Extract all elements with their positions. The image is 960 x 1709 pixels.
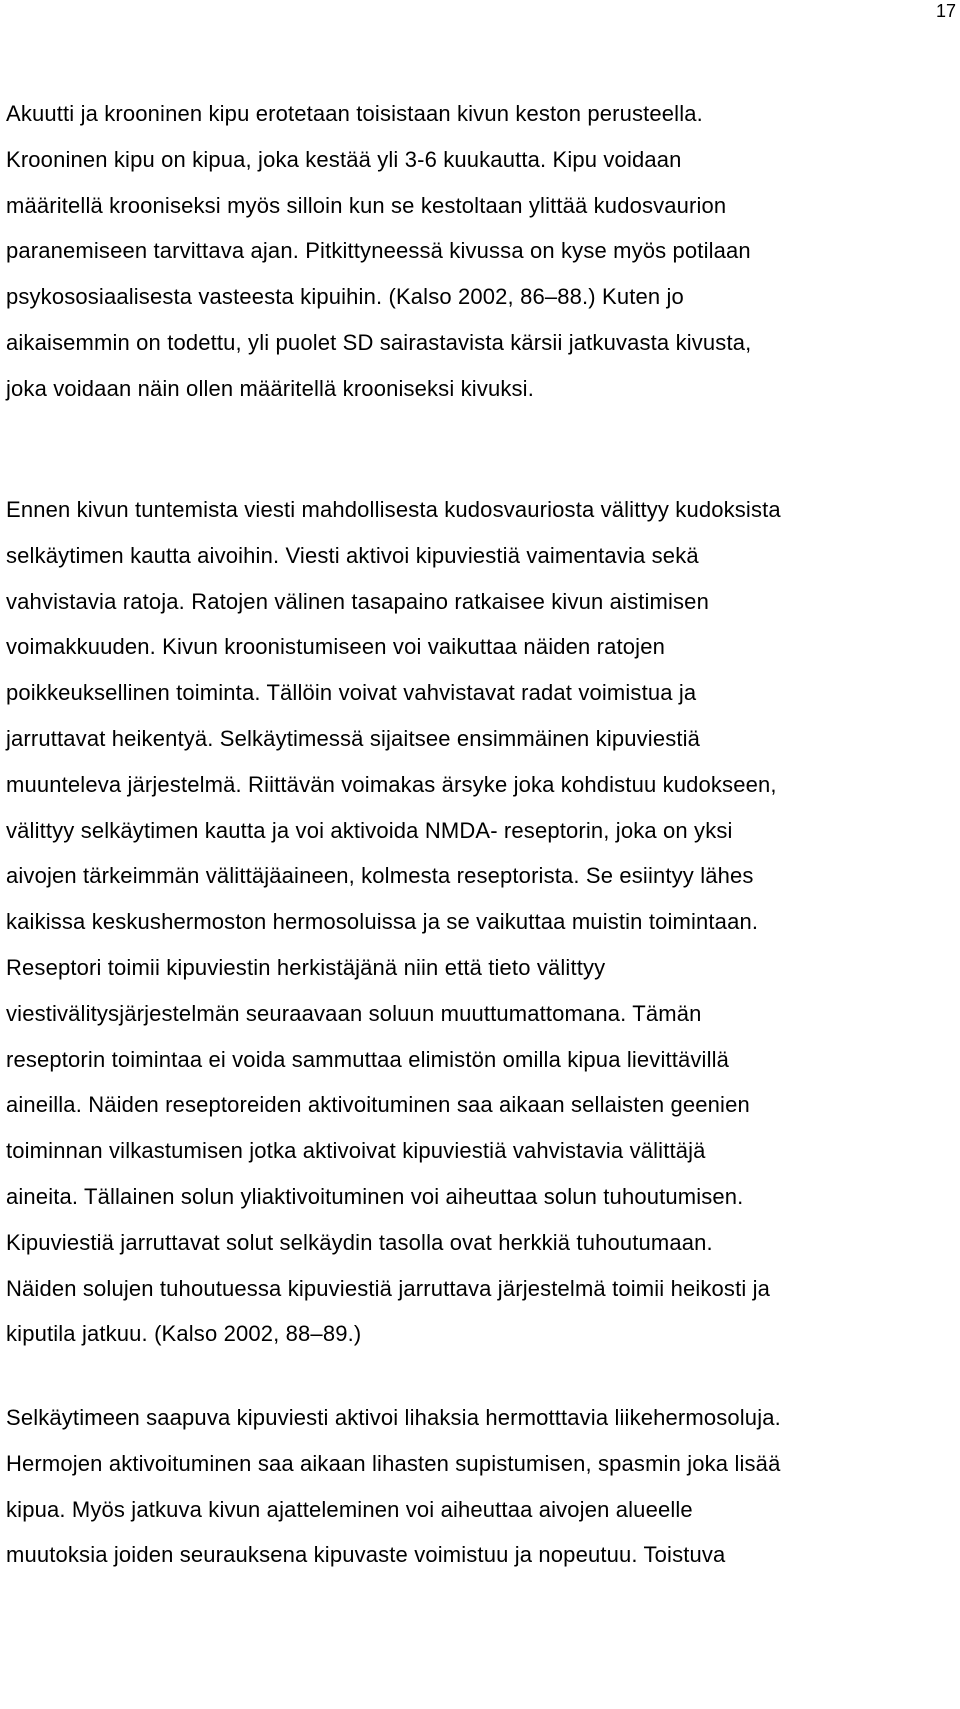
text-line: kiputila jatkuu. (Kalso 2002, 88–89.) xyxy=(6,1321,362,1347)
text-line: jarruttavat heikentyä. Selkäytimessä sijaitsee ensimmäinen kipuviestiä xyxy=(6,725,701,751)
text-line: poikkeuksellinen toiminta. Tällöin voivat vahvistavat radat voimistua ja xyxy=(6,680,697,706)
paragraph-motor-neurons xyxy=(6,1395,956,1578)
text-line: välittyy selkäytimen kautta ja voi aktivoida NMDA- reseptorin, joka on yksi xyxy=(6,817,733,843)
text-line: selkäytimen kautta aivoihin. Viesti aktivoi kipuviestiä vaimentavia sekä xyxy=(6,542,699,568)
text-line: kaikissa keskushermoston hermosoluissa ja se vaikuttaa muistin toimintaan. xyxy=(6,909,759,935)
text-line: Ennen kivun tuntemista viesti mahdollisesta kudosvauriosta välittyy kudoksista xyxy=(6,497,781,522)
text-line: Näiden solujen tuhoutuessa kipuviestiä jarruttava järjestelmä toimii heikosti ja xyxy=(6,1275,771,1301)
text-line: muutoksia joiden seurauksena kipuvaste voimistuu ja nopeutuu. Toistuva xyxy=(6,1542,726,1568)
text-line: reseptorin toimintaa ei voida sammuttaa elimistön omilla kipua lievittävillä xyxy=(6,1046,730,1072)
text-line: aineita. Tällainen solun yliaktivoituminen voi aiheuttaa solun tuhoutumisen. xyxy=(6,1183,744,1209)
text-line: Akuutti ja krooninen kipu erotetaan toisistaan kivun keston perusteella. xyxy=(6,101,703,126)
text-line: Hermojen aktivoituminen saa aikaan lihasten supistumisen, spasmin joka lisää xyxy=(6,1450,781,1476)
text-line: aivojen tärkeimmän välittäjäaineen, kolmesta reseptorista. Se esiintyy lähes xyxy=(6,863,754,889)
text-line: voimakkuuden. Kivun kroonistumiseen voi vaikuttaa näiden ratojen xyxy=(6,634,665,660)
text-line: aikaisemmin on todettu, yli puolet SD sairastavista kärsii jatkuvasta kivusta, xyxy=(6,329,752,355)
text-line: Krooninen kipu on kipua, joka kestää yli 3-6 kuukautta. Kipu voidaan xyxy=(6,146,682,172)
text-line: joka voidaan näin ollen määritellä krooniseksi kivuksi. xyxy=(6,375,534,401)
text-line: aineilla. Näiden reseptoreiden aktivoituminen saa aikaan sellaisten geenien xyxy=(6,1092,750,1118)
text-line: toiminnan vilkastumisen jotka aktivoivat kipuviestiä vahvistavia välittäjä xyxy=(6,1138,706,1164)
text-line: psykososiaalisesta vasteesta kipuihin. (Kalso 2002, 86–88.) Kuten jo xyxy=(6,284,684,310)
text-line: vahvistavia ratoja. Ratojen välinen tasapaino ratkaisee kivun aistimisen xyxy=(6,588,709,614)
text-line: paranemiseen tarvittava ajan. Pitkittyneessä kivussa on kyse myös potilaan xyxy=(6,238,751,264)
text-line: määritellä krooniseksi myös silloin kun se kestoltaan ylittää kudosvaurion xyxy=(6,192,727,218)
paragraph-chronic-pain-definition xyxy=(6,91,956,412)
text-line: Kipuviestiä jarruttavat solut selkäydin tasolla ovat herkkiä tuhoutumaan. xyxy=(6,1229,713,1255)
text-line: viestivälitysjärjestelmän seuraavaan soluun muuttumattomana. Tämän xyxy=(6,1000,702,1026)
text-line: muunteleva järjestelmä. Riittävän voimakas ärsyke joka kohdistuu kudokseen, xyxy=(6,771,777,797)
page-number: 17 xyxy=(935,1,956,21)
text-line: Reseptori toimii kipuviestin herkistäjänä niin että tieto välittyy xyxy=(6,954,606,980)
text-line: Selkäytimeen saapuva kipuviesti aktivoi lihaksia hermotttavia liikehermosoluja. xyxy=(6,1405,781,1430)
text-line: kipua. Myös jatkuva kivun ajatteleminen voi aiheuttaa aivojen alueelle xyxy=(6,1496,693,1522)
paragraph-pain-pathways xyxy=(6,487,956,1357)
